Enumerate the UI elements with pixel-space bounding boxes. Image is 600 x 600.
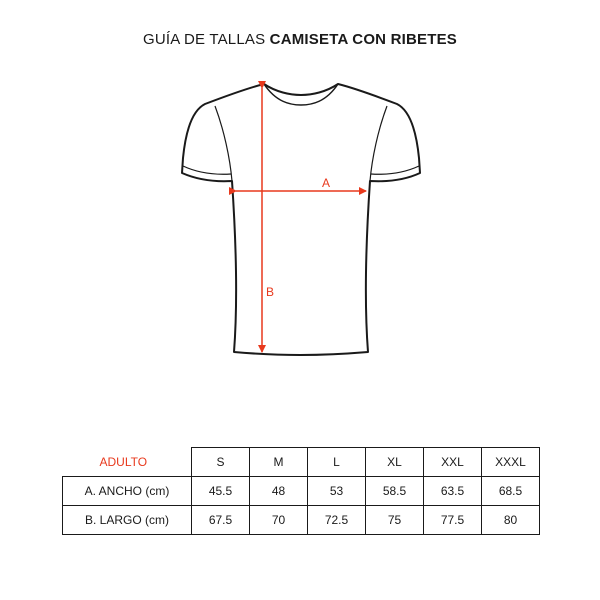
size-header-xl: XL — [366, 448, 424, 477]
table-cell: 70 — [250, 506, 308, 535]
table-row-ancho — [63, 477, 540, 506]
table-cell: 80 — [482, 506, 540, 535]
size-header-row — [63, 448, 540, 477]
group-label-adulto: ADULTO — [63, 448, 192, 477]
length-label-b: B — [266, 285, 275, 299]
row-label-largo: B. LARGO (cm) — [63, 506, 192, 535]
table-cell: 63.5 — [424, 477, 482, 506]
table-cell: 77.5 — [424, 506, 482, 535]
width-label-a: A — [322, 176, 331, 190]
table-cell: 53 — [308, 477, 366, 506]
table-cell: 48 — [250, 477, 308, 506]
table-cell: 72.5 — [308, 506, 366, 535]
table-row-largo — [63, 506, 540, 535]
size-header-xxxl: XXXL — [482, 448, 540, 477]
size-header-xxl: XXL — [424, 448, 482, 477]
size-header-l: L — [308, 448, 366, 477]
size-header-m: M — [250, 448, 308, 477]
title-product-name: CAMISETA CON RIBETES — [269, 31, 457, 48]
tshirt-outline — [182, 84, 420, 355]
size-header-s: S — [192, 448, 250, 477]
size-chart-table — [62, 447, 540, 535]
title-prefix: GUÍA DE TALLAS — [142, 31, 266, 48]
table-cell: 58.5 — [366, 477, 424, 506]
row-label-ancho: A. ANCHO (cm) — [63, 477, 192, 506]
table-cell: 75 — [366, 506, 424, 535]
table-cell: 68.5 — [482, 477, 540, 506]
table-cell: 67.5 — [192, 506, 250, 535]
table-cell: 45.5 — [192, 477, 250, 506]
